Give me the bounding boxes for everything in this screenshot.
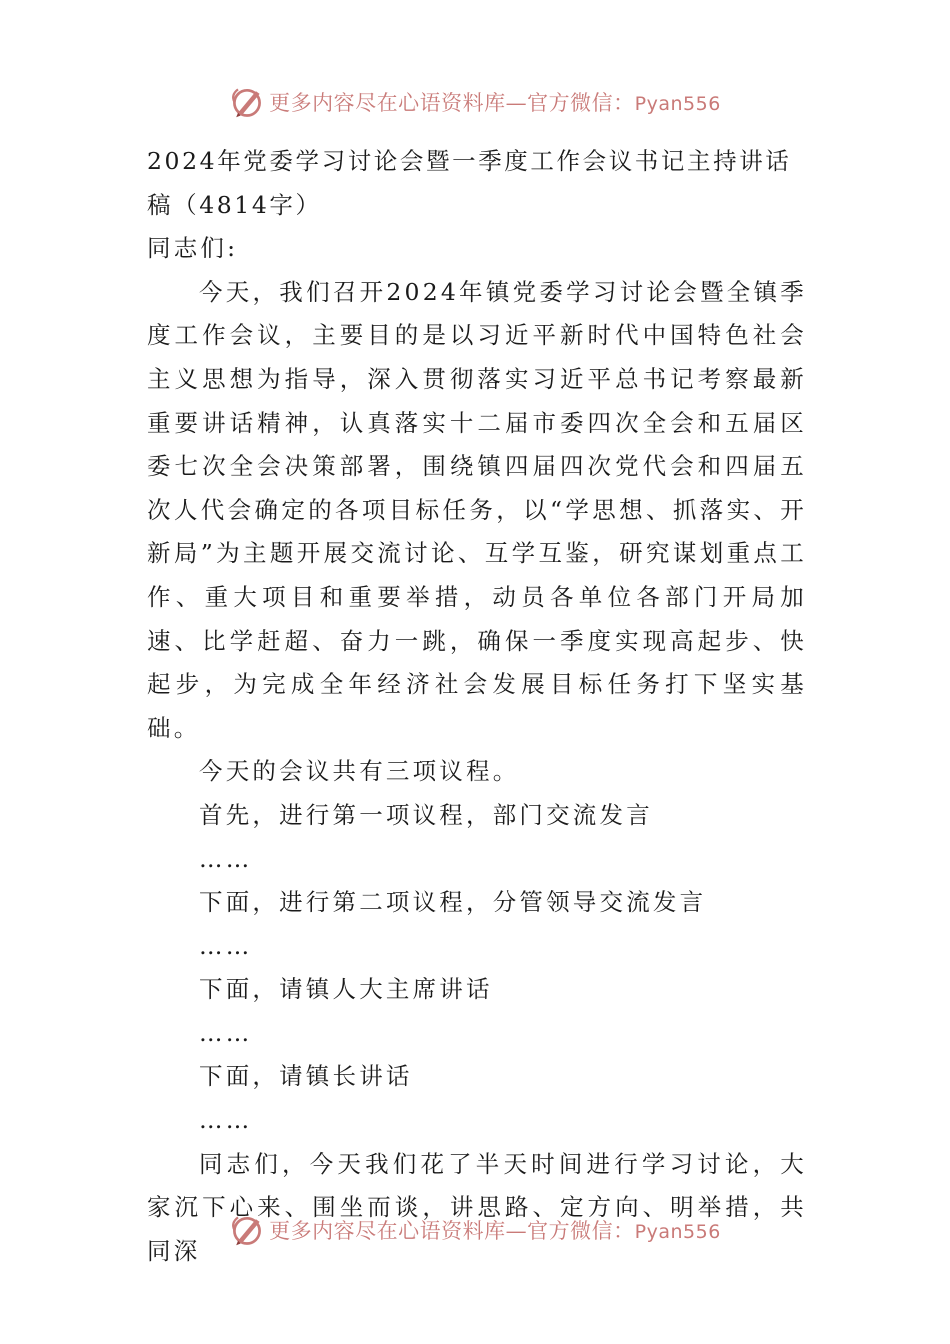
salutation: 同志们:	[147, 234, 239, 263]
document-title: 2024年党委学习讨论会暨一季度工作会议书记主持讲话稿（4814字）	[147, 147, 792, 219]
agenda-line: 今天的会议共有三项议程。	[199, 757, 520, 786]
pen-logo-icon	[229, 1212, 265, 1248]
agenda-line: 下面，进行第二项议程，分管领导交流发言	[199, 888, 707, 917]
watermark-footer	[0, 1210, 950, 1250]
watermark-header	[0, 82, 950, 122]
agenda-ellipsis: ……	[199, 1018, 253, 1047]
pen-logo-icon	[229, 84, 265, 120]
agenda-ellipsis: ……	[199, 1106, 253, 1135]
agenda-ellipsis: ……	[199, 931, 253, 960]
closing-paragraph: 同志们，今天我们花了半天时间进行学习讨论，大家沉下心来、围坐而谈，讲思路、定方向、明举措，共同深	[147, 1149, 807, 1265]
watermark-text: 更多内容尽在心语资料库—官方微信：Pyan556	[269, 1219, 721, 1243]
agenda-line: 下面，请镇长讲话	[199, 1062, 413, 1091]
document-body	[147, 140, 807, 1273]
agenda-line: 下面，请镇人大主席讲话	[199, 975, 493, 1004]
opening-paragraph: 今天，我们召开2024年镇党委学习讨论会暨全镇季度工作会议，主要目的是以习近平新时代中国特色社会主义思想为指导，深入贯彻落实习近平总书记考察最新重要讲话精神，认真落实十二届市委四次全会和五届区委七次全会决策部署，围绕镇四届四次党代会和四届五次人代会确定的各项目标任务，以“学思想、抓落实、开新局”为主题开展交流讨论、互学互鉴，研究谋划重点工作、重大项目和重要举措，动员各单位各部门开局加速、比学赶超、奋力一跳，确保一季度实现高起步、快起步，为完成全年经济社会发展目标任务打下坚实基础。	[147, 277, 807, 742]
agenda-line: 首先，进行第一项议程，部门交流发言	[199, 800, 653, 829]
watermark-text: 更多内容尽在心语资料库—官方微信：Pyan556	[269, 91, 721, 115]
agenda-ellipsis: ……	[199, 844, 253, 873]
